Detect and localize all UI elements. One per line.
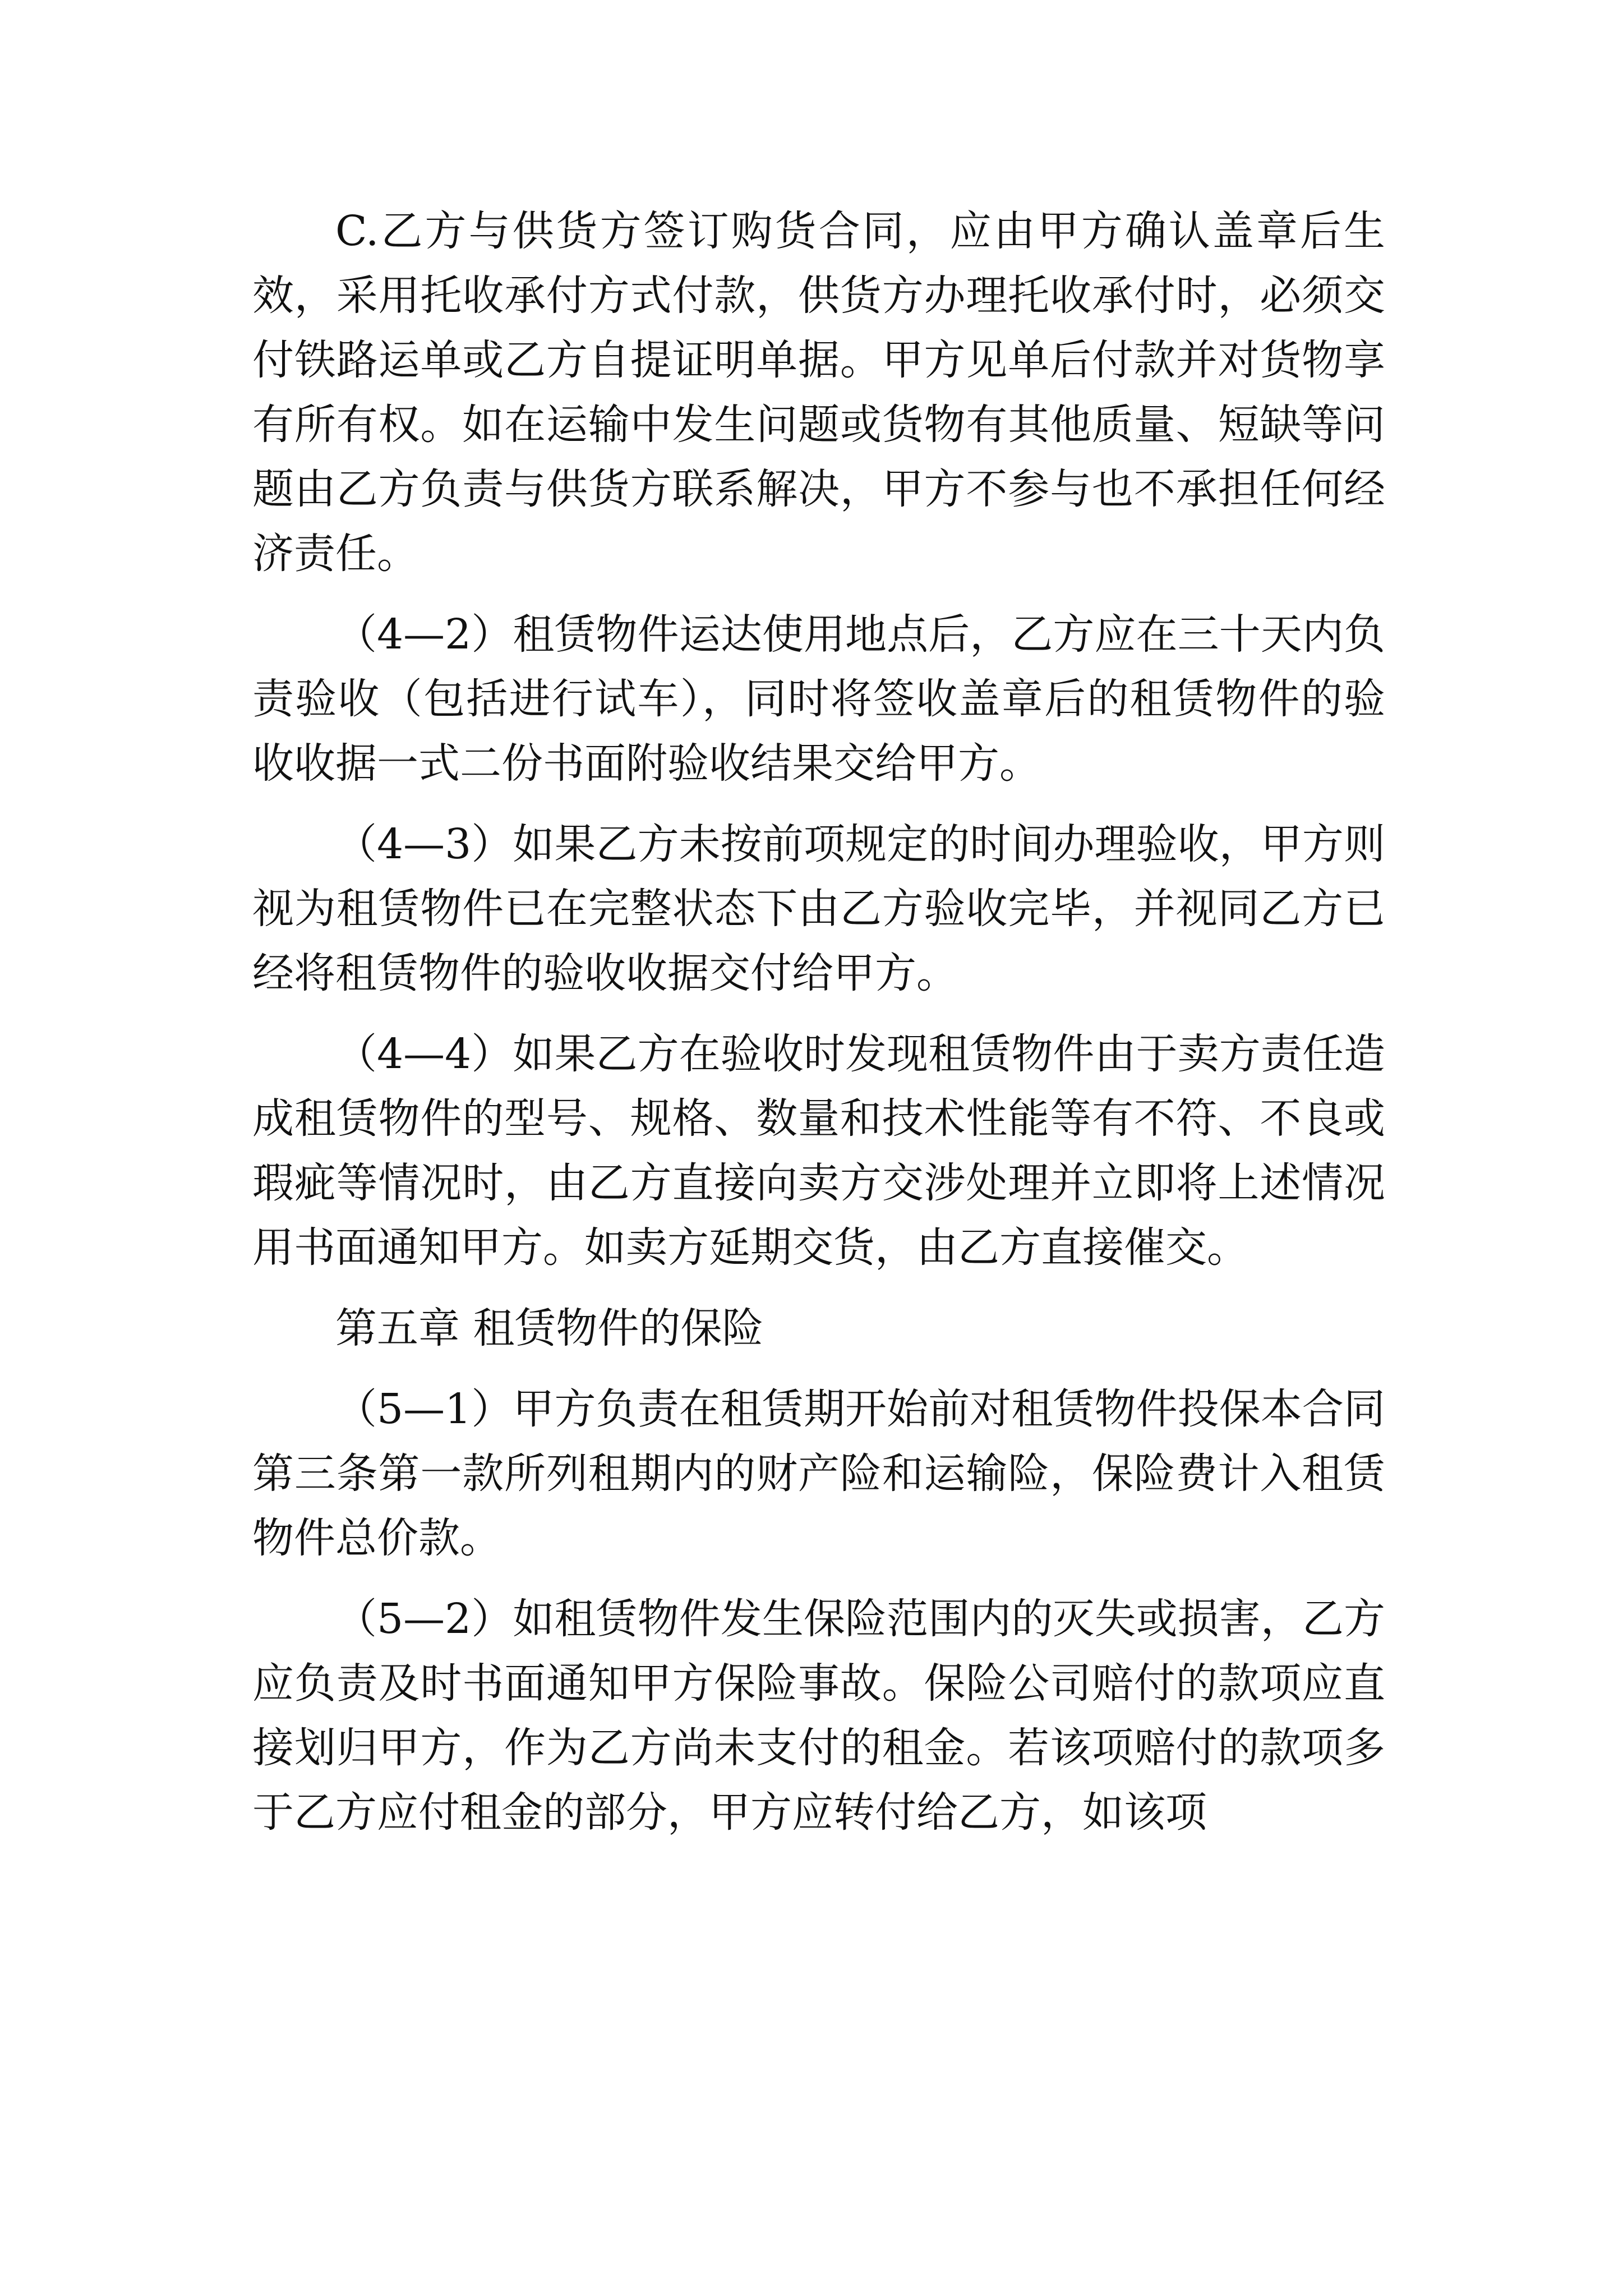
- paragraph-clause-4-2: （4—2）租赁物件运达使用地点后，乙方应在三十天内负责验收（包括进行试车），同时将签收盖章后的租赁物件的验收收据一式二份书面附验收结果交给甲方。: [252, 610, 1385, 788]
- paragraph-clause-c: C.乙方与供货方签订购货合同，应由甲方确认盖章后生效，采用托收承付方式付款，供货方办理托收承付时，必须交付铁路运单或乙方自提证明单据。甲方见单后付款并对货物享有所有权。如在运输中发生问题或货物有其他质量、短缺等问题由乙方负责与供货方联系解决，甲方不参与也不承担任何经济责任。: [252, 207, 1385, 578]
- paragraph-clause-5-1: （5—1）甲方负责在租赁期开始前对租赁物件投保本合同第三条第一款所列租期内的财产险和运输险，保险费计入租赁物件总价款。: [252, 1385, 1385, 1562]
- chapter-heading: 第五章 租赁物件的保险: [335, 1304, 764, 1352]
- paragraph-clause-4-4: （4—4）如果乙方在验收时发现租赁物件由于卖方责任造成租赁物件的型号、规格、数量和技术性能等有不符、不良或瑕疵等情况时，由乙方直接向卖方交涉处理并立即将上述情况用书面通知甲方。如卖方延期交货，由乙方直接催交。: [252, 1030, 1385, 1272]
- paragraph-clause-5-2: （5—2）如租赁物件发生保险范围内的灭失或损害，乙方应负责及时书面通知甲方保险事故。保险公司赔付的款项应直接划归甲方，作为乙方尚未支付的租金。若该项赔付的款项多于乙方应付租金的部分，甲方应转付给乙方，如该项: [252, 1595, 1385, 1837]
- paragraph-clause-4-3: （4—3）如果乙方未按前项规定的时间办理验收，甲方则视为租赁物件已在完整状态下由乙方验收完毕，并视同乙方已经将租赁物件的验收收据交付给甲方。: [252, 820, 1385, 997]
- document-page: [252, 199, 1385, 1861]
